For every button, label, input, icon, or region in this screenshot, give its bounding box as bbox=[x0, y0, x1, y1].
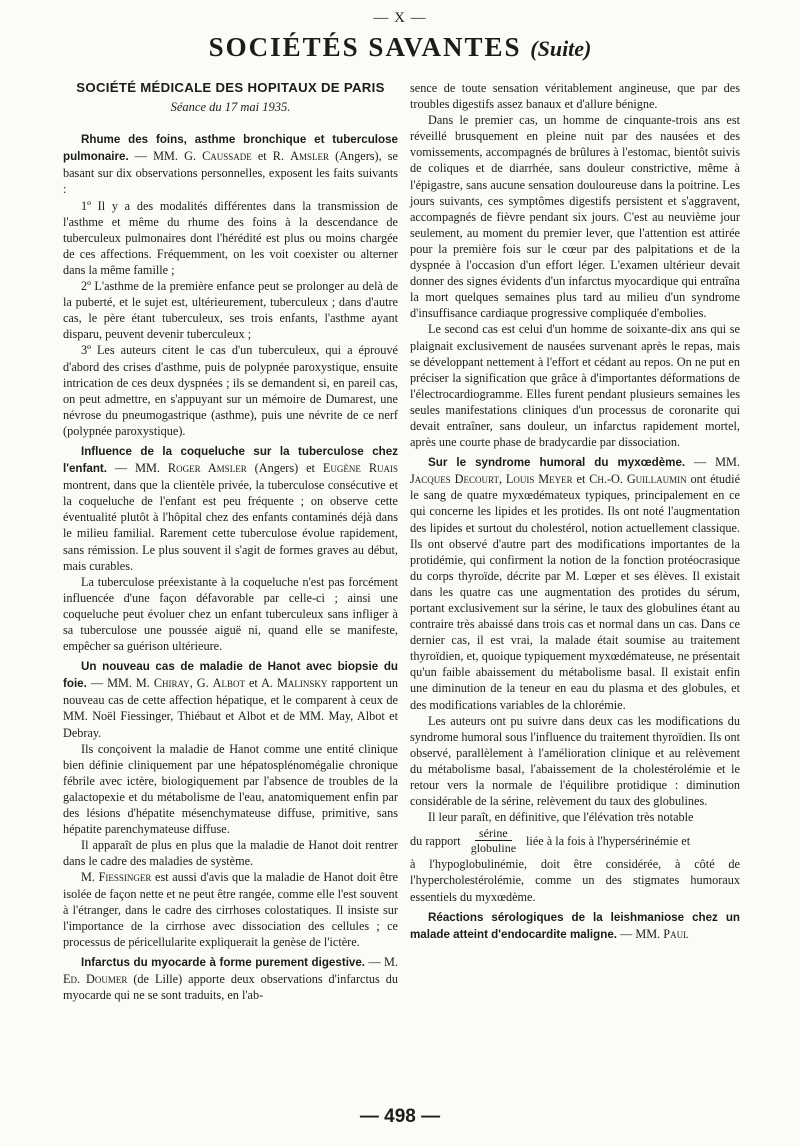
article-asthma-title: Rhume des foins, asthme bronchique et tuberculose pulmonaire. bbox=[63, 133, 398, 164]
roman-page-number: — X — bbox=[373, 10, 427, 26]
author-name: Eugène Ruais bbox=[322, 461, 398, 476]
fraction bbox=[467, 826, 520, 855]
author-name: Roger Amsler bbox=[167, 461, 247, 476]
page-number: — 498 — bbox=[359, 1106, 441, 1127]
paragraph: Dans le premier cas, un homme de cinquante-trois ans est réveillé brusquement en pleine nuit par des nausées et des vomissements, accompagnés de brûlures à l'estomac, bientôt suivis de coliques et de diarrhée, sans douleur constrictive, même à l'épigastre, sans aucune sensation douloureuse dans la poitrine. Les jours suivants, ces symptômes digestifs persistent et s'aggravent, accompagnés de fièvre pendant six jours. C'est au neuvième jour seulement, au moment du premier lever, que l'attention est attirée pour la première fois sur le cœur par des palpitations et de la dyspnée à l'occasion d'un effort léger. L'examen ultérieur devait donner des signes évidents d'un infarctus myocardique qui entraîna la mort quelques semaines plus tard au milieu d'un syndrome d'insuffisance cardiaque progressive compliquée d'embolies. bbox=[410, 113, 740, 321]
section-title-suffix: (Suite) bbox=[530, 36, 592, 61]
paragraph-continued: à l'hypoglobulinémie, doit être considérée, à côté de l'hypercholestérolémie, comme un des stigmates humoraux essentiels du myxœdème. bbox=[410, 857, 740, 904]
society-name: SOCIÉTÉ MÉDICALE DES HOPITAUX DE PARIS bbox=[76, 80, 385, 95]
left-column bbox=[63, 80, 398, 1003]
author-name: Ch.-O. Guillaumin bbox=[589, 472, 687, 487]
paragraph: 2º L'asthme de la première enfance peut se prolonger au delà de la puberté, et le sujet est, ultérieurement, tuberculeux ; dans d'autre cas, le père étant tuberculeux, ses trois enfants, l'asthme ayant disparu, peuvent devenir tuberculeux ; bbox=[63, 279, 398, 342]
article-leishmaniose: Réactions sérologiques de la leishmaniose chez un malade atteint d'endocardite maligne. — MM. Paul bbox=[410, 910, 740, 941]
author-name: Louis Meyer bbox=[505, 472, 573, 487]
author-name: Albot bbox=[212, 676, 245, 691]
right-column bbox=[410, 80, 740, 943]
fraction-denominator: globuline bbox=[470, 841, 517, 856]
paragraph: 1º Il y a des modalités différentes dans la transmission de l'asthme et même du rhume des foins à la descendance de tuberculeux pulmonaires dont l'hérédité est plus ou moins chargée de ces affections. Fréquemment, on les voit coexister ou alterner dans la même famille ; bbox=[63, 198, 398, 277]
article-coqueluche: Influence de la coqueluche sur la tuberculose chez l'enfant. — MM. Roger Amsler (Angers) et Eugène Ruais montrent, dans que la clientèle privée, la tuberculose consécutive et la coqueluche de l'enfant est peu fréquente ; on observe cette éventualité plutôt à l'hôpital chez des enfants contaminés déjà dans le milieu familial. Rarement cette tuberculose évolue rapidement, sans rémission. Le plus souvent il s'agit de formes graves au début, mais curables. bbox=[63, 444, 398, 573]
article-asthma: Rhume des foins, asthme bronchique et tuberculose pulmonaire. — MM. G. Caussade et R. Amsler (Angers), se basant sur dix observations personnelles, exposent les faits suivants : bbox=[63, 133, 398, 197]
author-name: Paul bbox=[663, 926, 689, 941]
section-title bbox=[0, 32, 800, 63]
ratio-formula: du rapport $\frac{\text{sérine}}{\text{globuline}}$ liée à la fois à l'hypersérinémie et bbox=[410, 826, 691, 856]
author-name: Chiray bbox=[153, 676, 190, 691]
article-myxoedeme-title: Sur le syndrome humoral du myxœdème. bbox=[428, 456, 686, 470]
article-infarctus-title: Infarctus du myocarde à forme purement digestive. bbox=[81, 955, 366, 969]
paragraph: La tuberculose préexistante à la coqueluche n'est pas forcément influencée d'une façon défavorable par celle-ci ; ainsi une coqueluche peut évoluer chez un enfant tuberculeux sans infliger à sa tuberculose une poussée aiguë ni, quand elle se manifeste, empêcher sa guérison ultérieure. bbox=[63, 574, 398, 654]
author-name: M. Fiessinger bbox=[81, 870, 152, 885]
section-title-text: SOCIÉTÉS SAVANTES bbox=[208, 32, 522, 62]
article-leishmaniose-title: Réactions sérologiques de la leishmaniose chez un malade atteint d'endocardite maligne. bbox=[410, 910, 740, 941]
paragraph: Les auteurs ont pu suivre dans deux cas les modifications du syndrome humoral sous l'influence du traitement thyroïdien. Ils ont observé, parallèlement à l'amélioration clinique et au relèvement du métabolisme basal, l'abaissement de la cholestérolémie et le retour vers la normale de l'équilibre protidique : diminution considérable de la sérine, relèvement du taux des globulines. bbox=[410, 713, 740, 809]
paragraph: 3º Les auteurs citent le cas d'un tuberculeux, qui a éprouvé d'abord des crises d'asthme, puis de polypnée paroxystique, ensuite intrication de ces deux dyspnées ; ils se demandent si, en pareil cas, on peut admettre, en s'appuyant sur un mémoire de Dumarest, une névrose du pneumogastrique (asthme), puis une névrite de ce nerf (polypnée paroxystique). bbox=[63, 343, 398, 438]
paragraph: Il apparaît de plus en plus que la maladie de Hanot doit rentrer dans le cadre des maladies de système. bbox=[63, 838, 398, 869]
paragraph: Le second cas est celui d'un homme de soixante-dix ans qui se plaignait exclusivement de nausées survenant après le repas, mais se développant nettement à l'effort et cédant au repos. On ne put en préciser la signification que grâce à d'importantes déformations de l'électrocardiogramme. Elles furent pendant plusieurs semaines les seules manifestations cliniques d'un processus de coronarite qui devait entraîner, sans douleur, un infarctus rapidement mortel, après une courte phase de bradycardie par dissociation. bbox=[410, 322, 740, 450]
paragraph: Il leur paraît, en définitive, que l'élévation très notable bbox=[428, 810, 694, 825]
seance-date: Séance du 17 mai 1935. bbox=[170, 100, 291, 115]
author-name: Caussade bbox=[202, 149, 252, 164]
author-name: Amsler bbox=[290, 149, 329, 164]
fraction-numerator: sérine bbox=[475, 826, 512, 841]
article-coqueluche-title: Influence de la coqueluche sur la tuberculose chez l'enfant. bbox=[63, 444, 398, 476]
paragraph: M. Fiessinger est aussi d'avis que la maladie de Hanot doit être isolée de façon nette et ne peut être rangée, comme elle l'est souvent à l'étranger, dans le cadre des cirrhoses colostatiques. Il insiste sur l'importance de la cirrhose avec dissociation des cellules ; ce processus de péricellularite expliquerait la genèse de l'ictère. bbox=[63, 870, 398, 949]
author-name: Malinsky bbox=[277, 676, 328, 691]
article-hanot-title: Un nouveau cas de maladie de Hanot avec biopsie du foie. bbox=[63, 660, 398, 691]
article-infarctus: Infarctus du myocarde à forme purement digestive. — M. Ed. Doumer (de Lille) apporte deux observations d'infarctus du myocarde qui ne se sont traduits, en l'ab- bbox=[63, 954, 398, 1003]
article-myxoedeme: Sur le syndrome humoral du myxœdème. — MM. Jacques Decourt, Louis Meyer et Ch.-O. Guillaumin ont étudié le sang de quatre myxœdémateux typiques, principalement en ce qui concerne les lipides et les protides. Ils ont noté l'augmentation des lipides et surtout du cholestérol, notion actuellement classique. Ils ont observé d'autre part des modifications importantes de la protidémie, qui confirment la notion de la fonction protéocrasique du corps thyroïde, décrite par M. Lœper et ses élèves. Il existait dans les quatre cas une augmentation des protides du sérum, portant exclusivement sur la sérine, le taux des globulines étant au contraire très abaissé dans trois cas et normal dans un cas. Dans ce dernier cas, il est vrai, la malade était soumise au traitement thyroïdien, et, quoique typiquement myxœdémateuse, ne présentait qu'un faible abaissement du métabolisme basal. Il existait enfin une diminution de la teneur en eau du plasma et des globules, et des modifications variables de la chlorémie. bbox=[410, 455, 741, 712]
author-name: Ed. Doumer bbox=[63, 971, 128, 986]
paragraph-continued: sence de toute sensation véritablement angineuse, que par des troubles digestifs assez banaux et d'allure bénigne. bbox=[410, 81, 740, 112]
article-hanot: Un nouveau cas de maladie de Hanot avec biopsie du foie. — MM. M. Chiray, G. Albot et A. Malinsky rapportent un nouveau cas de cette affection hépatique, et le comparent à ceux de MM. Noël Fiessinger, Thiébaut et Albot et de MM. May, Albot et Debray. bbox=[63, 660, 398, 740]
author-name: Jacques Decourt bbox=[410, 472, 499, 487]
paragraph: Ils conçoivent la maladie de Hanot comme une entité clinique bien définie cliniquement par une hépatosplénomégalie chronique fébrile avec ictère, biologiquement par l'absence de troubles de la galactopexie et du métabolisme de l'eau, anatomiquement enfin par des lésions d'hépatite mésenchymateuse diffuse, primitive, sans hépatite parenchymateuse diffuse. bbox=[63, 741, 398, 837]
